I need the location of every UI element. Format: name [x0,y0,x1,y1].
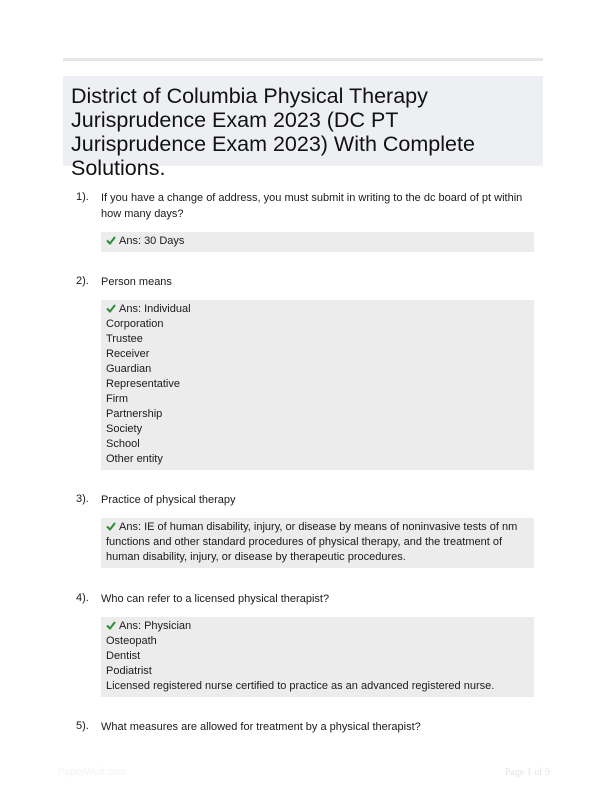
answer-line: School [106,438,140,450]
question-item [76,719,536,735]
answer-text: Ans: Physician [119,620,192,632]
answer-line [106,234,529,249]
answer-line [106,619,529,634]
answer-line: Licensed registered nurse certified to practice as an advanced registered nurse. [106,680,495,692]
question-number: 4). [76,592,89,604]
question-text: Person means [101,276,172,288]
answer-text: Ans: IE of human disability, injury, or disease by means of noninvasive tests of nm functions and other standard procedures of physical therapy, and the treatment of human disability, injury, or disease by therapeutic procedures. [106,521,518,563]
answer-line: Firm [106,393,128,405]
answer-line [106,302,529,317]
answer-box [101,518,534,568]
answer-text: Ans: 30 Days [119,235,185,247]
question-number: 5). [76,720,89,732]
check-icon [106,235,116,245]
title-box [63,76,543,180]
question-text: Practice of physical therapy [101,494,236,506]
footer-watermark: PaperWolf.com [58,767,127,778]
question-text: What measures are allowed for treatment by a physical therapist? [101,721,421,733]
answer-line: Podiatrist [106,665,152,677]
answer-line: Osteopath [106,635,157,647]
check-icon [106,521,116,531]
question-item [76,591,536,697]
question-item [76,190,536,252]
answer-line: Trustee [106,333,143,345]
answer-text: Ans: Individual [119,303,191,315]
page-number: Page 1 of 9 [504,767,550,778]
answer-line: Dentist [106,650,141,662]
answer-line [106,520,529,565]
answer-box [101,300,534,470]
top-divider [63,58,543,61]
answer-box [101,232,534,252]
answer-line: Other entity [106,453,163,465]
question-text: If you have a change of address, you must submit in writing to the dc board of pt within how many days? [101,192,523,220]
check-icon [106,303,116,313]
question-number: 3). [76,493,89,505]
check-icon [106,620,116,630]
answer-line: Representative [106,378,180,390]
answer-box [101,617,534,697]
answer-line: Guardian [106,363,152,375]
answer-line: Corporation [106,318,164,330]
answer-line: Partnership [106,408,163,420]
question-item [76,274,536,470]
answer-line: Society [106,423,143,435]
question-number: 2). [76,275,89,287]
answer-line: Receiver [106,348,150,360]
question-number: 1). [76,191,89,203]
question-item [76,492,536,568]
page-title: District of Columbia Physical Therapy Jurisprudence Exam 2023 (DC PT Jurisprudence Exam 2023) With Complete Solutions. [71,84,475,180]
question-text: Who can refer to a licensed physical therapist? [101,593,330,605]
